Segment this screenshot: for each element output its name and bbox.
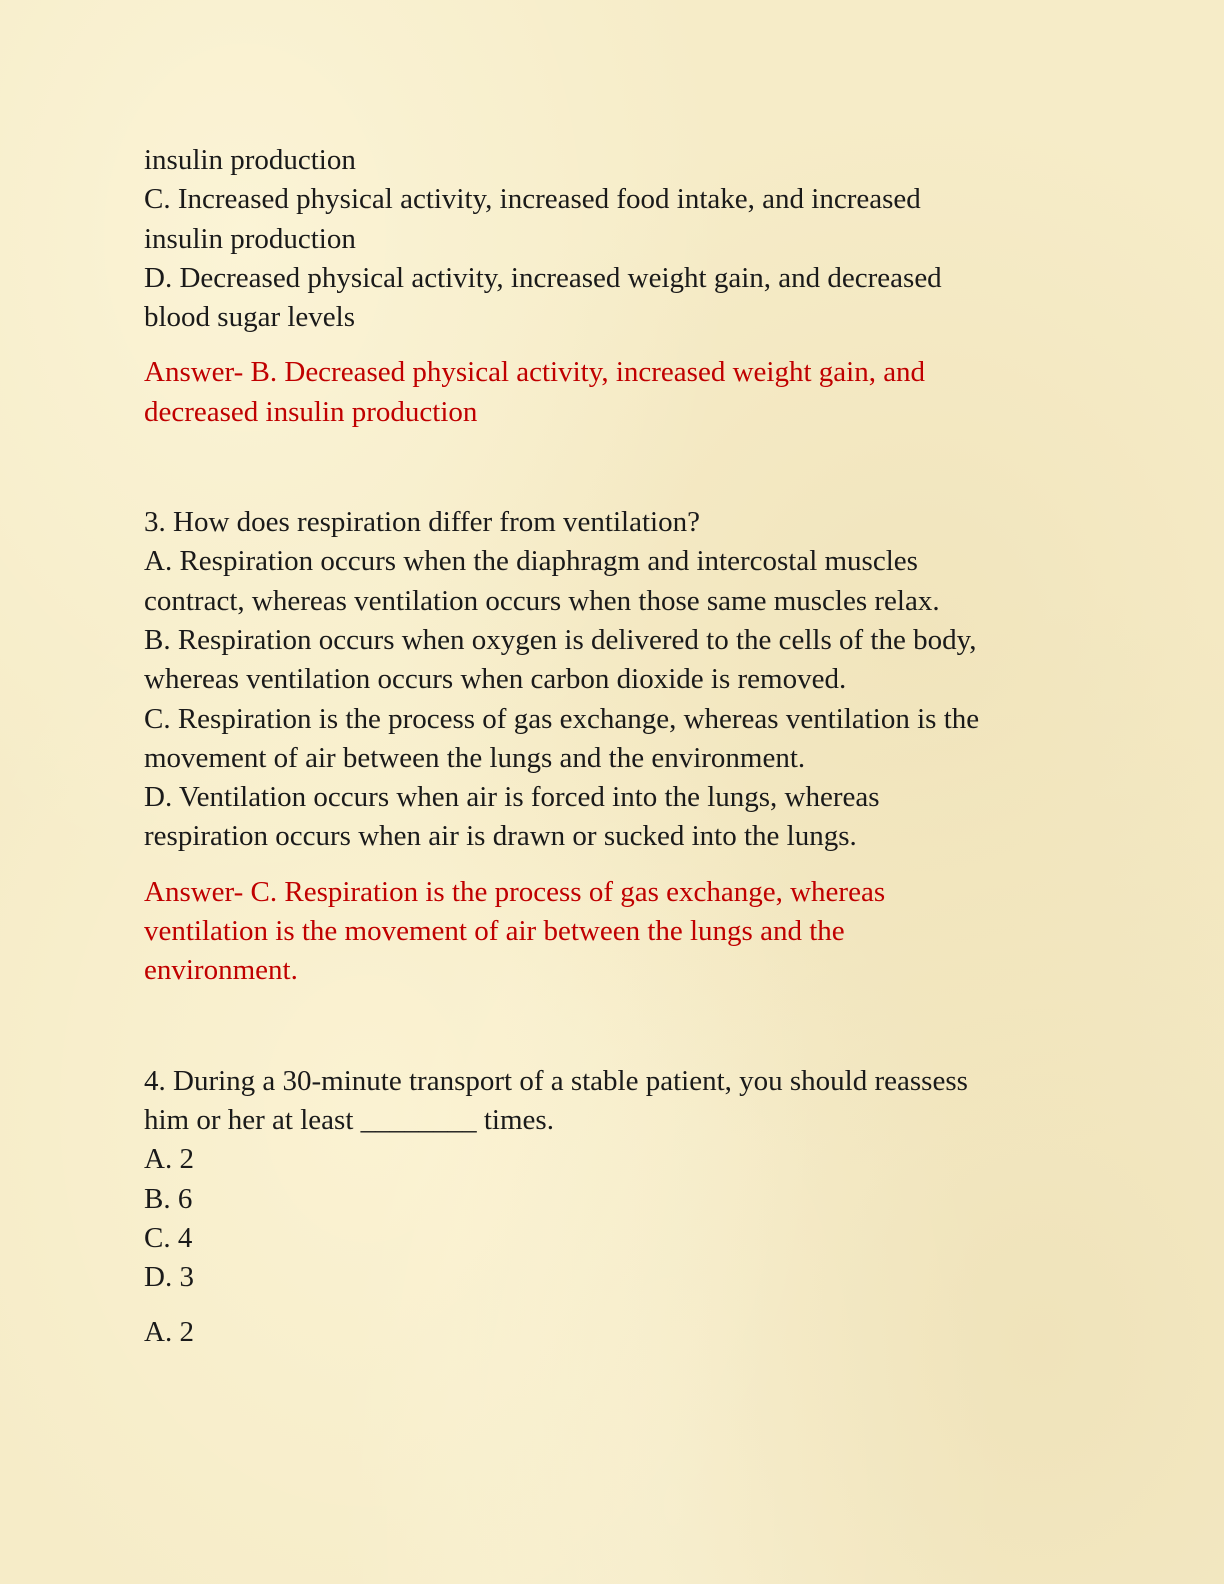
question-4-option-a: A. 2	[144, 1143, 194, 1176]
question-4-prompt: 4. During a 30-minute transport of a stable patient, you should reassess	[144, 1064, 968, 1097]
question-3-line: movement of air between the lungs and the environment.	[144, 741, 806, 774]
question-3-answer	[144, 873, 1084, 991]
question-4-option-d: D. 3	[144, 1261, 194, 1294]
question-3-line: contract, whereas ventilation occurs when those same muscles relax.	[144, 584, 940, 617]
question-4-option-b: B. 6	[144, 1182, 193, 1215]
question-3-option-a: A. Respiration occurs when the diaphragm and intercostal muscles	[144, 545, 918, 578]
answer-line: environment.	[144, 954, 298, 987]
question-2-option-c: C. Increased physical activity, increased food intake, and increased	[144, 183, 921, 216]
question-2-line: insulin production	[144, 222, 356, 255]
question-3-line: respiration occurs when air is drawn or sucked into the lungs.	[144, 820, 857, 853]
question-3-option-c: C. Respiration is the process of gas exchange, whereas ventilation is the	[144, 702, 980, 735]
question-4-answer	[144, 1313, 1084, 1352]
question-4-option-c: C. 4	[144, 1221, 193, 1254]
question-3-option-d: D. Ventilation occurs when air is forced into the lungs, whereas	[144, 781, 880, 814]
question-2-option-d: D. Decreased physical activity, increased weight gain, and decreased	[144, 261, 942, 294]
question-3	[144, 503, 1084, 857]
answer-line: ventilation is the movement of air between the lungs and the	[144, 915, 845, 948]
question-3-prompt: 3. How does respiration differ from ventilation?	[144, 506, 700, 539]
question-2-line: insulin production	[144, 144, 356, 176]
answer-line: Answer- C. Respiration is the process of gas exchange, whereas	[144, 875, 886, 908]
answer-line: A. 2	[144, 1316, 194, 1349]
answer-line: Answer- B. Decreased physical activity, increased weight gain, and	[144, 356, 926, 389]
question-2-line: blood sugar levels	[144, 301, 356, 334]
document-page	[144, 141, 1084, 1353]
question-2-options	[144, 141, 1084, 337]
question-3-line: whereas ventilation occurs when carbon dioxide is removed.	[144, 663, 847, 696]
answer-line: decreased insulin production	[144, 395, 478, 428]
question-4-line: him or her at least ________ times.	[144, 1103, 554, 1136]
question-2-answer	[144, 353, 1084, 432]
question-4	[144, 1062, 1084, 1298]
question-3-option-b: B. Respiration occurs when oxygen is delivered to the cells of the body,	[144, 623, 977, 656]
